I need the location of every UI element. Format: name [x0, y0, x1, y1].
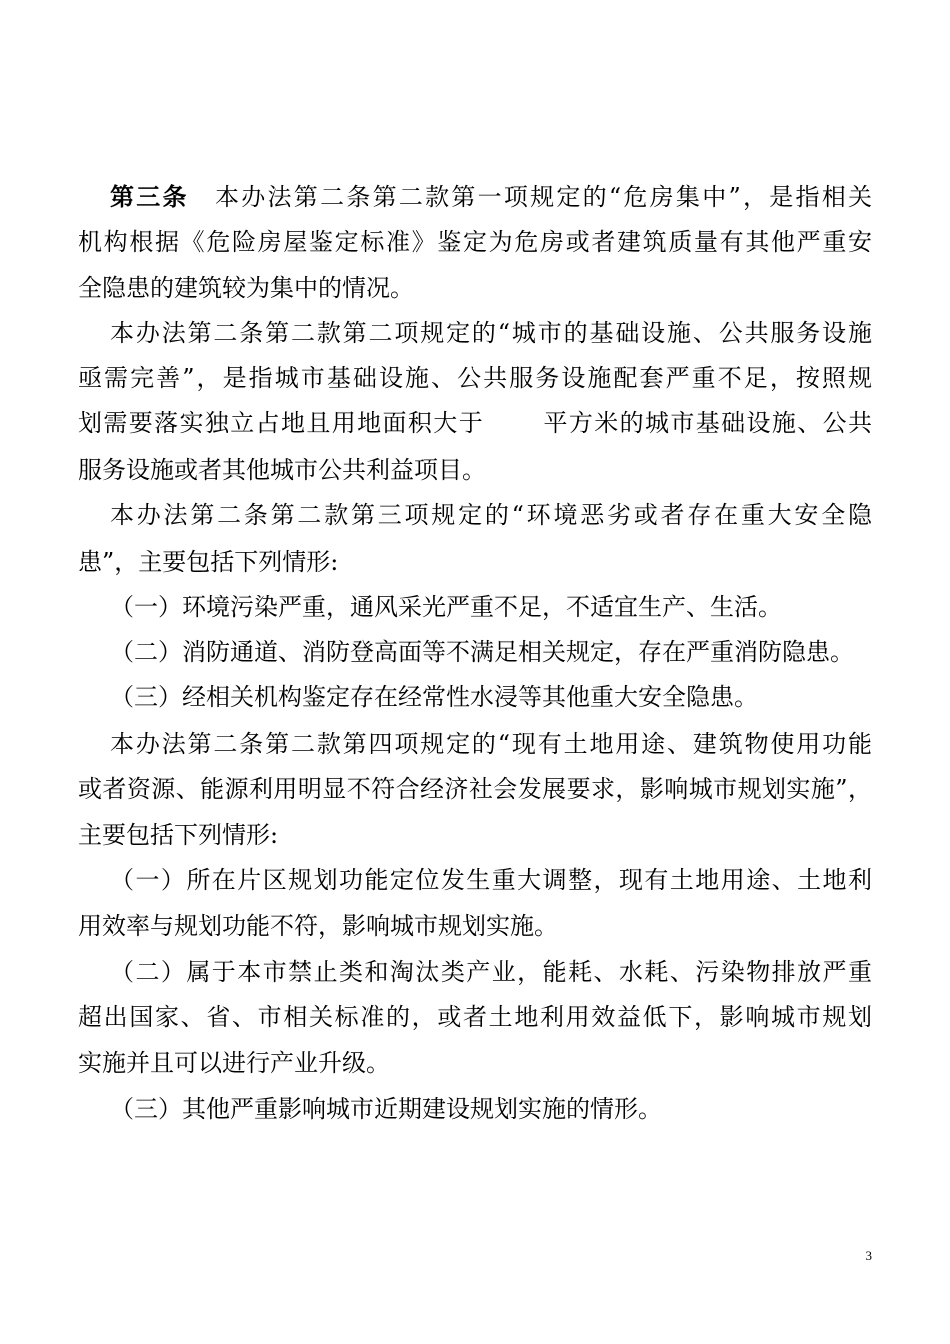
p4-item2-line3: 实施并且可以进行产业升级。 — [78, 1049, 390, 1077]
p4-item3: （三）其他严重影响城市近期建设规划实施的情形。 — [110, 1095, 662, 1123]
p4-item1-line2: 用效率与规划功能不符，影响城市规划实施。 — [78, 912, 558, 940]
p3-item1: （一）环境污染严重，通风采光严重不足，不适宜生产、生活。 — [110, 593, 782, 621]
p2-line1: 本办法第二条第二款第二项规定的“城市的基础设施、公共服务设施 — [110, 319, 872, 347]
p3-line1: 本办法第二条第二款第三项规定的“环境恶劣或者存在重大安全隐 — [110, 501, 872, 529]
p1-line2: 机构根据《危险房屋鉴定标准》鉴定为危房或者建筑质量有其他严重安 — [78, 228, 872, 256]
page-number: 3 — [865, 1248, 872, 1263]
p4-line1: 本办法第二条第二款第四项规定的“现有土地用途、建筑物使用功能 — [110, 730, 872, 758]
p4-line3: 主要包括下列情形: — [78, 821, 279, 849]
p4-item2-line1: （二）属于本市禁止类和淘汰类产业，能耗、水耗、污染物排放严重 — [110, 958, 872, 986]
p4-line2: 或者资源、能源利用明显不符合经济社会发展要求，影响城市规划实施”， — [78, 775, 872, 803]
p2-line4: 服务设施或者其他城市公共利益项目。 — [78, 456, 486, 484]
p3-item3: （三）经相关机构鉴定存在经常性水浸等其他重大安全隐患。 — [110, 683, 758, 711]
p3-line2: 患”，主要包括下列情形: — [78, 548, 339, 576]
article-3-line-1 — [110, 177, 872, 217]
p2-line3-after: 平方米的城市基础设施、公共 — [542, 409, 872, 437]
p1-line3: 全隐患的建筑较为集中的情况。 — [78, 274, 414, 302]
p1-line1: 本办法第二条第二款第一项规定的“危房集中”，是指相关 — [212, 183, 872, 211]
p4-item1-line1: （一）所在片区规划功能定位发生重大调整，现有土地用途、土地利 — [110, 866, 872, 894]
p4-item2-line2: 超出国家、省、市相关标准的，或者土地利用效益低下，影响城市规划 — [78, 1003, 872, 1031]
p2-line3-before: 划需要落实独立占地且用地面积大于 — [78, 409, 485, 437]
p3-item2: （二）消防通道、消防登高面等不满足相关规定，存在严重消防隐患。 — [110, 638, 854, 666]
p2-line3 — [78, 403, 872, 443]
p2-line2: 亟需完善”，是指城市基础设施、公共服务设施配套严重不足，按照规 — [78, 364, 872, 392]
article-heading: 第三条 — [110, 183, 189, 211]
